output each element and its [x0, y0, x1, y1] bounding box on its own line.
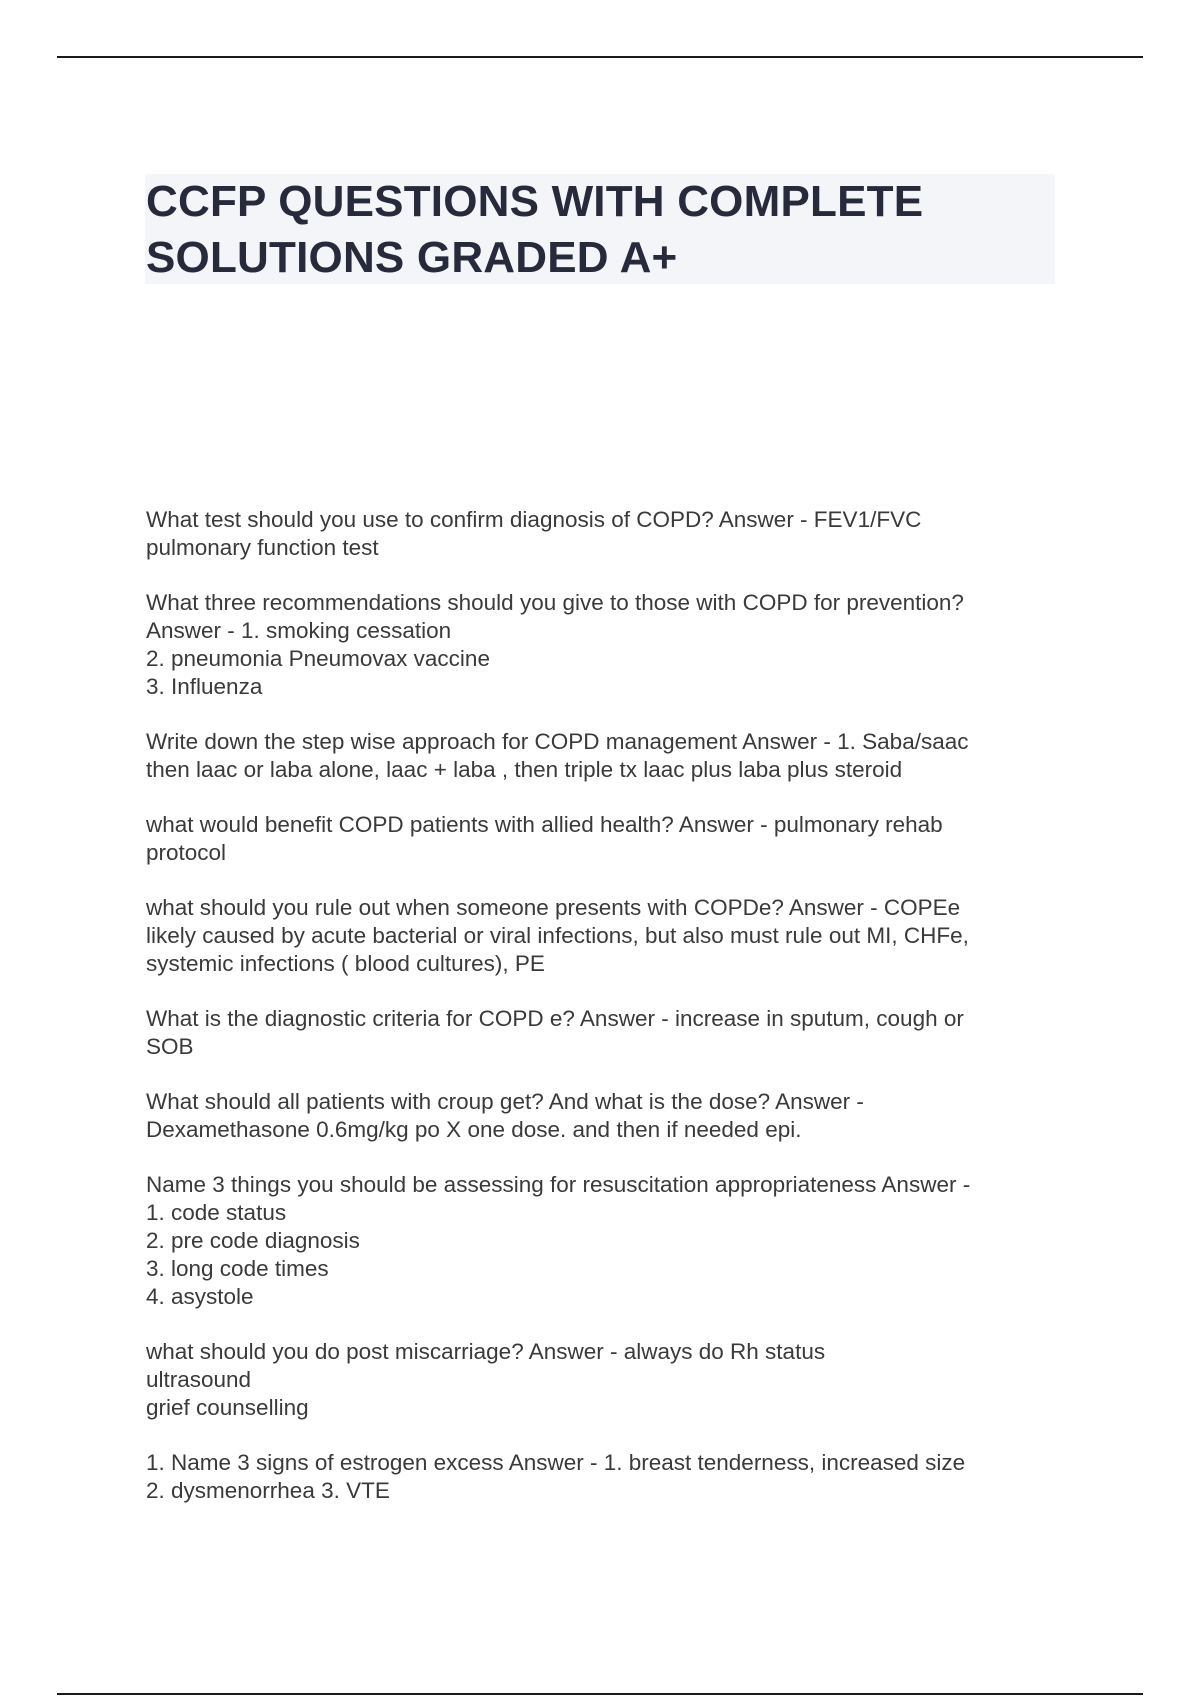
qa-line: ultrasound	[146, 1367, 252, 1392]
qa-line: likely caused by acute bacterial or viral infections, but also must rule out MI, CHFe,	[146, 923, 969, 948]
qa-line: what should you do post miscarriage? Answer - always do Rh status	[146, 1339, 826, 1364]
qa-item	[146, 589, 1066, 701]
qa-line: then laac or laba alone, laac + laba , then triple tx laac plus laba plus steroid	[146, 757, 903, 782]
qa-list	[146, 506, 1066, 1532]
qa-line: What test should you use to confirm diagnosis of COPD? Answer - FEV1/FVC	[146, 507, 922, 532]
qa-item	[146, 506, 1066, 562]
qa-line: 1. code status	[146, 1200, 287, 1225]
qa-item	[146, 1005, 1066, 1061]
qa-item	[146, 1449, 1066, 1505]
qa-line: 3. long code times	[146, 1256, 329, 1281]
qa-line: Name 3 things you should be assessing for resuscitation appropriateness Answer -	[146, 1172, 971, 1197]
qa-item	[146, 728, 1066, 784]
qa-line: 2. pneumonia Pneumovax vaccine	[146, 646, 490, 671]
qa-line: Answer - 1. smoking cessation	[146, 618, 452, 643]
bottom-rule	[57, 1693, 1143, 1695]
qa-item	[146, 811, 1066, 867]
qa-line: 4. asystole	[146, 1284, 254, 1309]
qa-line: 3. Influenza	[146, 674, 263, 699]
qa-line: what should you rule out when someone presents with COPDe? Answer - COPEe	[146, 895, 961, 920]
qa-line: 2. dysmenorrhea 3. VTE	[146, 1478, 390, 1503]
qa-item	[146, 1171, 1066, 1311]
qa-line: Dexamethasone 0.6mg/kg po X one dose. and then if needed epi.	[146, 1117, 802, 1142]
qa-line: Write down the step wise approach for COPD management Answer - 1. Saba/saac	[146, 729, 969, 754]
qa-item	[146, 1088, 1066, 1144]
qa-line: what would benefit COPD patients with allied health? Answer - pulmonary rehab	[146, 812, 943, 837]
qa-line: What is the diagnostic criteria for COPD e? Answer - increase in sputum, cough or	[146, 1006, 964, 1031]
document-title: CCFP QUESTIONS WITH COMPLETE SOLUTIONS GRADED A+	[146, 177, 924, 282]
qa-line: 1. Name 3 signs of estrogen excess Answer - 1. breast tenderness, increased size	[146, 1450, 966, 1475]
top-rule	[57, 56, 1143, 58]
qa-line: What should all patients with croup get? And what is the dose? Answer -	[146, 1089, 864, 1114]
qa-line: 2. pre code diagnosis	[146, 1228, 360, 1253]
qa-line: pulmonary function test	[146, 535, 379, 560]
qa-line: systemic infections ( blood cultures), PE	[146, 951, 545, 976]
qa-line: What three recommendations should you give to those with COPD for prevention?	[146, 590, 964, 615]
qa-line: grief counselling	[146, 1395, 309, 1420]
qa-item	[146, 1338, 1066, 1422]
qa-line: SOB	[146, 1034, 194, 1059]
qa-line: protocol	[146, 840, 227, 865]
qa-item	[146, 894, 1066, 978]
